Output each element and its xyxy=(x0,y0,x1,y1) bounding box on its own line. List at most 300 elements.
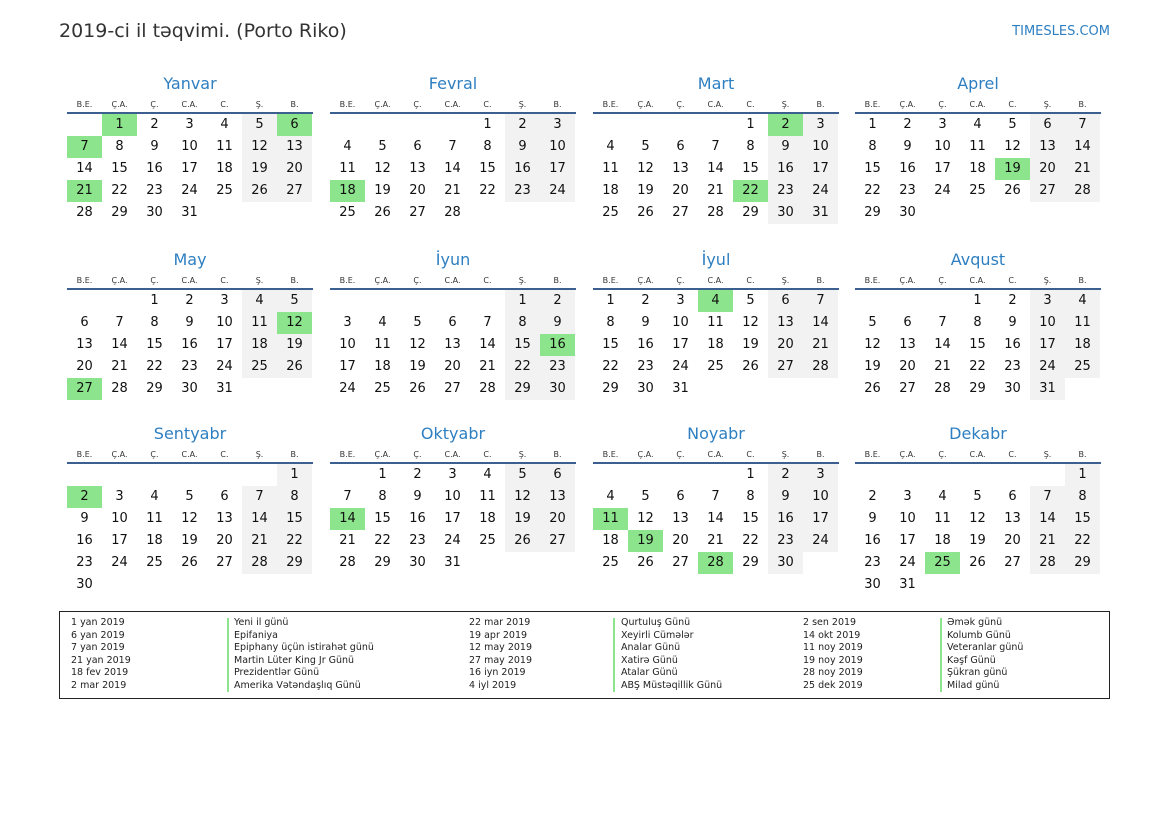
day-cell: 7 xyxy=(711,139,720,154)
day-cell: 27 xyxy=(899,381,916,396)
day-cell: 4 xyxy=(220,117,229,132)
day-cell: 17 xyxy=(540,158,575,180)
day-cell: 19 xyxy=(277,334,312,356)
day-cell: 1 xyxy=(746,117,755,132)
day-cell: 4 xyxy=(973,117,982,132)
day-cell: 18 xyxy=(1065,334,1100,356)
day-cell: 10 xyxy=(934,139,951,154)
day-cell: 21 xyxy=(339,533,356,548)
holiday-date: 25 dek 2019 xyxy=(803,679,863,691)
empty-day-cell xyxy=(102,290,137,312)
weekday-label: Ş. xyxy=(1043,450,1052,459)
day-cell: 17 xyxy=(216,337,233,352)
weekday-label: Ş. xyxy=(1043,100,1052,109)
day-cell: 15 xyxy=(742,511,759,526)
day-cell: 22 xyxy=(742,533,759,548)
month-block xyxy=(330,73,576,224)
day-cell: 15 xyxy=(1065,508,1100,530)
day-cell: 23 xyxy=(146,183,163,198)
holiday-day-cell: 1 xyxy=(102,114,137,136)
empty-day-cell xyxy=(330,114,365,136)
day-cell: 21 xyxy=(934,359,951,374)
day-cell: 22 xyxy=(479,183,496,198)
weekday-header xyxy=(593,274,839,290)
day-cell: 23 xyxy=(76,555,93,570)
weekday-label: B. xyxy=(816,100,825,109)
day-cell: 27 xyxy=(540,530,575,552)
day-cell: 25 xyxy=(602,205,619,220)
weekday-label: Ş. xyxy=(1043,276,1052,285)
day-cell: 29 xyxy=(111,205,128,220)
weekday-label: Ş. xyxy=(518,450,527,459)
day-cell: 7 xyxy=(1030,486,1065,508)
day-cell: 16 xyxy=(768,508,803,530)
day-cell: 20 xyxy=(444,359,461,374)
month-block xyxy=(855,249,1101,400)
day-cell: 3 xyxy=(115,489,124,504)
day-cell: 1 xyxy=(378,467,387,482)
day-cell: 3 xyxy=(540,114,575,136)
day-cell: 6 xyxy=(768,290,803,312)
day-cell: 17 xyxy=(803,158,838,180)
weekday-label: B. xyxy=(290,100,299,109)
days-grid xyxy=(593,464,839,574)
days-grid xyxy=(593,290,839,400)
day-cell: 21 xyxy=(111,359,128,374)
day-cell: 1 xyxy=(1065,464,1100,486)
day-cell: 30 xyxy=(899,205,916,220)
day-cell: 28 xyxy=(76,205,93,220)
day-cell: 8 xyxy=(115,139,124,154)
weekday-label: C. xyxy=(483,276,492,285)
empty-day-cell xyxy=(628,464,663,486)
day-cell: 19 xyxy=(374,183,391,198)
day-cell: 9 xyxy=(413,489,422,504)
day-cell: 4 xyxy=(483,467,492,482)
weekday-label: C.A. xyxy=(444,450,461,459)
empty-day-cell xyxy=(67,464,102,486)
day-cell: 16 xyxy=(146,161,163,176)
day-cell: 29 xyxy=(146,381,163,396)
holiday-name: Prezidentlər Günü xyxy=(234,667,320,679)
day-cell: 28 xyxy=(803,356,838,378)
weekday-label: C. xyxy=(220,450,229,459)
weekday-label: Ş. xyxy=(255,100,264,109)
day-cell: 25 xyxy=(216,183,233,198)
holiday-date: 19 apr 2019 xyxy=(469,629,528,641)
month-name: Yanvar xyxy=(163,74,217,93)
day-cell: 15 xyxy=(111,161,128,176)
day-cell: 29 xyxy=(742,205,759,220)
month-name: Noyabr xyxy=(687,424,745,443)
day-cell: 22 xyxy=(505,356,540,378)
month-block xyxy=(593,73,839,224)
day-cell: 24 xyxy=(1030,356,1065,378)
day-cell: 22 xyxy=(602,359,619,374)
day-cell: 19 xyxy=(637,183,654,198)
day-cell: 3 xyxy=(1030,290,1065,312)
weekday-label: Ş. xyxy=(781,450,790,459)
weekday-label: B. xyxy=(290,450,299,459)
day-cell: 12 xyxy=(1004,139,1021,154)
day-cell: 5 xyxy=(868,315,877,330)
day-cell: 22 xyxy=(969,359,986,374)
day-cell: 2 xyxy=(413,467,422,482)
weekday-label: C.A. xyxy=(181,100,198,109)
legend-bar xyxy=(227,618,229,692)
day-cell: 20 xyxy=(76,359,93,374)
days-grid xyxy=(855,464,1101,596)
day-cell: 17 xyxy=(672,337,689,352)
weekday-label: B. xyxy=(553,276,562,285)
holiday-date: 11 noy 2019 xyxy=(803,642,863,654)
day-cell: 15 xyxy=(742,161,759,176)
day-cell: 19 xyxy=(181,533,198,548)
weekday-label: C. xyxy=(220,276,229,285)
day-cell: 31 xyxy=(216,381,233,396)
holiday-day-cell: 18 xyxy=(330,180,365,202)
holiday-name: Amerika Vətəndaşlıq Günü xyxy=(234,679,361,691)
weekday-label: C. xyxy=(483,100,492,109)
day-cell: 29 xyxy=(374,555,391,570)
weekday-label: Ç. xyxy=(938,100,947,109)
empty-day-cell xyxy=(628,114,663,136)
day-cell: 7 xyxy=(803,290,838,312)
day-cell: 19 xyxy=(864,359,881,374)
day-cell: 25 xyxy=(339,205,356,220)
day-cell: 21 xyxy=(1065,158,1100,180)
holiday-name: Atalar Günü xyxy=(621,667,678,679)
day-cell: 6 xyxy=(540,464,575,486)
day-cell: 13 xyxy=(444,337,461,352)
day-cell: 19 xyxy=(409,359,426,374)
holiday-name: Epifaniya xyxy=(234,629,278,641)
day-cell: 15 xyxy=(602,337,619,352)
day-cell: 27 xyxy=(672,205,689,220)
holiday-day-cell: 19 xyxy=(628,530,663,552)
day-cell: 20 xyxy=(899,359,916,374)
day-cell: 23 xyxy=(409,533,426,548)
weekday-label: Ş. xyxy=(255,276,264,285)
empty-day-cell xyxy=(67,114,102,136)
holiday-date: 6 yan 2019 xyxy=(71,629,125,641)
weekday-label: Ç.A. xyxy=(111,100,128,109)
day-cell: 29 xyxy=(602,381,619,396)
day-cell: 6 xyxy=(80,315,89,330)
day-cell: 16 xyxy=(505,158,540,180)
day-cell: 22 xyxy=(864,183,881,198)
day-cell: 30 xyxy=(146,205,163,220)
weekday-label: B.E. xyxy=(339,276,356,285)
day-cell: 2 xyxy=(540,290,575,312)
weekday-label: Ş. xyxy=(518,276,527,285)
day-cell: 5 xyxy=(242,114,277,136)
day-cell: 10 xyxy=(672,315,689,330)
day-cell: 8 xyxy=(606,315,615,330)
month-block xyxy=(855,423,1101,596)
empty-day-cell xyxy=(67,290,102,312)
month-block xyxy=(593,423,839,574)
day-cell: 4 xyxy=(378,315,387,330)
weekday-label: B. xyxy=(816,450,825,459)
day-cell: 8 xyxy=(505,312,540,334)
day-cell: 12 xyxy=(864,337,881,352)
weekday-label: Ç.A. xyxy=(899,450,916,459)
weekday-label: B.E. xyxy=(602,100,619,109)
legend-dates xyxy=(469,617,532,693)
holiday-day-cell: 2 xyxy=(67,486,102,508)
day-cell: 11 xyxy=(339,161,356,176)
day-cell: 26 xyxy=(637,555,654,570)
month-name: Dekabr xyxy=(949,424,1007,443)
day-cell: 22 xyxy=(1065,530,1100,552)
month-name: May xyxy=(173,250,207,269)
day-cell: 9 xyxy=(80,511,89,526)
day-cell: 7 xyxy=(448,139,457,154)
day-cell: 13 xyxy=(277,136,312,158)
day-cell: 25 xyxy=(1065,356,1100,378)
holiday-day-cell: 11 xyxy=(593,508,628,530)
weekday-label: B. xyxy=(290,276,299,285)
day-cell: 24 xyxy=(899,555,916,570)
empty-day-cell xyxy=(470,290,505,312)
holiday-name: Xeyirli Cümələr xyxy=(621,629,694,641)
day-cell: 4 xyxy=(242,290,277,312)
brand-link[interactable]: TIMESLES.COM xyxy=(1012,24,1110,39)
holiday-date: 7 yan 2019 xyxy=(71,642,125,654)
day-cell: 16 xyxy=(899,161,916,176)
day-cell: 26 xyxy=(969,555,986,570)
empty-day-cell xyxy=(925,290,960,312)
holiday-date: 2 mar 2019 xyxy=(71,679,127,691)
holiday-date: 21 yan 2019 xyxy=(71,654,131,666)
empty-day-cell xyxy=(242,464,277,486)
weekday-label: C.A. xyxy=(707,450,724,459)
holiday-name: Xatirə Günü xyxy=(621,654,678,666)
day-cell: 31 xyxy=(672,381,689,396)
day-cell: 8 xyxy=(277,486,312,508)
day-cell: 26 xyxy=(277,356,312,378)
weekday-label: Ç. xyxy=(676,276,685,285)
empty-day-cell xyxy=(207,464,242,486)
month-block xyxy=(330,249,576,400)
day-cell: 14 xyxy=(479,337,496,352)
day-cell: 24 xyxy=(672,359,689,374)
weekday-label: C.A. xyxy=(707,276,724,285)
day-cell: 10 xyxy=(540,136,575,158)
legend-dates xyxy=(71,617,131,693)
day-cell: 11 xyxy=(374,337,391,352)
day-cell: 18 xyxy=(602,533,619,548)
day-cell: 30 xyxy=(76,577,93,592)
day-cell: 6 xyxy=(220,489,229,504)
day-cell: 2 xyxy=(641,293,650,308)
weekday-header xyxy=(855,98,1101,114)
day-cell: 29 xyxy=(505,378,540,400)
weekday-label: Ç. xyxy=(938,276,947,285)
day-cell: 11 xyxy=(707,315,724,330)
day-cell: 24 xyxy=(216,359,233,374)
day-cell: 10 xyxy=(111,511,128,526)
day-cell: 13 xyxy=(672,511,689,526)
day-cell: 26 xyxy=(505,530,540,552)
day-cell: 17 xyxy=(899,533,916,548)
holiday-day-cell: 2 xyxy=(768,114,803,136)
day-cell: 11 xyxy=(934,511,951,526)
day-cell: 15 xyxy=(146,337,163,352)
weekday-label: B.E. xyxy=(602,450,619,459)
day-cell: 13 xyxy=(540,486,575,508)
weekday-label: C. xyxy=(483,450,492,459)
day-cell: 15 xyxy=(277,508,312,530)
days-grid xyxy=(67,290,313,400)
day-cell: 20 xyxy=(672,533,689,548)
day-cell: 10 xyxy=(1030,312,1065,334)
day-cell: 6 xyxy=(676,139,685,154)
day-cell: 20 xyxy=(277,158,312,180)
day-cell: 16 xyxy=(1004,337,1021,352)
day-cell: 19 xyxy=(505,508,540,530)
day-cell: 18 xyxy=(969,161,986,176)
day-cell: 17 xyxy=(339,359,356,374)
page-title: 2019-ci il təqvimi. (Porto Riko) xyxy=(59,20,347,42)
day-cell: 31 xyxy=(803,202,838,224)
day-cell: 2 xyxy=(903,117,912,132)
holiday-date: 16 iyn 2019 xyxy=(469,667,526,679)
day-cell: 9 xyxy=(768,136,803,158)
days-grid xyxy=(330,464,576,574)
day-cell: 12 xyxy=(374,161,391,176)
day-cell: 18 xyxy=(216,161,233,176)
legend-names xyxy=(947,617,1023,693)
empty-day-cell xyxy=(890,290,925,312)
day-cell: 3 xyxy=(903,489,912,504)
day-cell: 17 xyxy=(444,511,461,526)
day-cell: 22 xyxy=(277,530,312,552)
day-cell: 11 xyxy=(242,312,277,334)
day-cell: 10 xyxy=(803,486,838,508)
month-name: Fevral xyxy=(428,74,478,93)
day-cell: 6 xyxy=(448,315,457,330)
day-cell: 16 xyxy=(76,533,93,548)
weekday-label: C. xyxy=(1008,450,1017,459)
day-cell: 19 xyxy=(242,158,277,180)
day-cell: 28 xyxy=(444,205,461,220)
day-cell: 26 xyxy=(374,205,391,220)
day-cell: 27 xyxy=(409,205,426,220)
legend-names xyxy=(234,617,374,693)
day-cell: 26 xyxy=(409,381,426,396)
day-cell: 24 xyxy=(803,530,838,552)
holiday-name: Kolumb Günü xyxy=(947,629,1011,641)
holiday-name: Epiphany üçün istirahət günü xyxy=(234,642,374,654)
day-cell: 30 xyxy=(540,378,575,400)
day-cell: 30 xyxy=(181,381,198,396)
day-cell: 15 xyxy=(969,337,986,352)
day-cell: 26 xyxy=(742,359,759,374)
day-cell: 12 xyxy=(242,136,277,158)
day-cell: 10 xyxy=(899,511,916,526)
empty-day-cell xyxy=(698,114,733,136)
day-cell: 17 xyxy=(934,161,951,176)
weekday-label: Ç.A. xyxy=(374,276,391,285)
day-cell: 29 xyxy=(742,555,759,570)
day-cell: 21 xyxy=(707,183,724,198)
day-cell: 4 xyxy=(606,139,615,154)
day-cell: 27 xyxy=(277,180,312,202)
empty-day-cell xyxy=(330,464,365,486)
empty-day-cell xyxy=(593,464,628,486)
day-cell: 18 xyxy=(479,511,496,526)
day-cell: 13 xyxy=(1030,136,1065,158)
holiday-name: ABŞ Müstəqillik Günü xyxy=(621,679,723,691)
day-cell: 3 xyxy=(676,293,685,308)
day-cell: 6 xyxy=(676,489,685,504)
holiday-date: 28 noy 2019 xyxy=(803,667,863,679)
weekday-label: Ç. xyxy=(938,450,947,459)
day-cell: 12 xyxy=(505,486,540,508)
holiday-name: Şükran günü xyxy=(947,667,1008,679)
day-cell: 5 xyxy=(378,139,387,154)
day-cell: 2 xyxy=(1008,293,1017,308)
weekday-label: B.E. xyxy=(864,450,881,459)
day-cell: 26 xyxy=(864,381,881,396)
empty-day-cell xyxy=(593,114,628,136)
day-cell: 1 xyxy=(505,290,540,312)
holiday-date: 14 okt 2019 xyxy=(803,629,861,641)
day-cell: 23 xyxy=(768,180,803,202)
weekday-label: B. xyxy=(1078,276,1087,285)
day-cell: 18 xyxy=(602,183,619,198)
day-cell: 24 xyxy=(803,180,838,202)
day-cell: 1 xyxy=(868,117,877,132)
empty-day-cell xyxy=(855,290,890,312)
holiday-date: 2 sen 2019 xyxy=(803,617,857,628)
day-cell: 27 xyxy=(672,555,689,570)
days-grid xyxy=(593,114,839,224)
day-cell: 23 xyxy=(1004,359,1021,374)
day-cell: 5 xyxy=(973,489,982,504)
weekday-label: B. xyxy=(553,100,562,109)
day-cell: 28 xyxy=(1065,180,1100,202)
weekday-label: Ç. xyxy=(676,450,685,459)
weekday-label: C.A. xyxy=(707,100,724,109)
day-cell: 25 xyxy=(602,555,619,570)
day-cell: 9 xyxy=(1008,315,1017,330)
day-cell: 4 xyxy=(606,489,615,504)
day-cell: 18 xyxy=(242,334,277,356)
holiday-day-cell: 21 xyxy=(67,180,102,202)
weekday-label: C.A. xyxy=(181,276,198,285)
day-cell: 14 xyxy=(242,508,277,530)
holiday-day-cell: 7 xyxy=(67,136,102,158)
weekday-label: B.E. xyxy=(76,100,93,109)
day-cell: 25 xyxy=(146,555,163,570)
day-cell: 8 xyxy=(973,315,982,330)
day-cell: 11 xyxy=(602,161,619,176)
day-cell: 21 xyxy=(242,530,277,552)
day-cell: 20 xyxy=(216,533,233,548)
day-cell: 3 xyxy=(343,315,352,330)
holiday-date: 18 fev 2019 xyxy=(71,667,129,679)
day-cell: 23 xyxy=(864,555,881,570)
empty-day-cell xyxy=(102,464,137,486)
day-cell: 8 xyxy=(868,139,877,154)
day-cell: 7 xyxy=(115,315,124,330)
day-cell: 23 xyxy=(637,359,654,374)
day-cell: 8 xyxy=(150,315,159,330)
weekday-label: B. xyxy=(1078,100,1087,109)
